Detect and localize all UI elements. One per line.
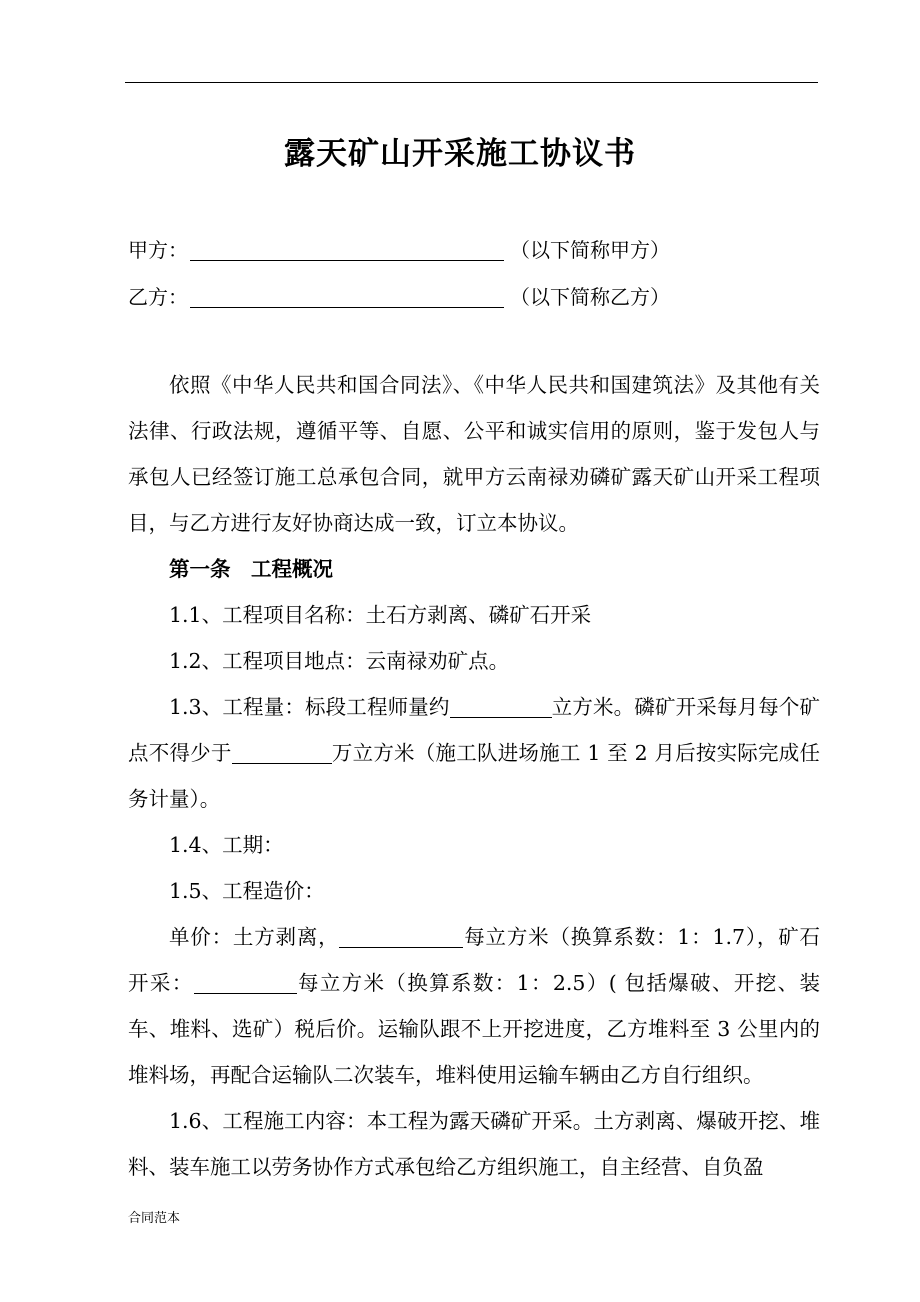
item-1-3-text-3: 万立方米（施工队进场施工 1 至 2 月后按实际完成任务计量）。 — [128, 741, 820, 811]
intro-paragraph: 依照《中华人民共和国合同法》、《中华人民共和国建筑法》及其他有关法律、行政法规，遵循平等、自愿、公平和诚实信用的原则，鉴于发包人与承包人已经签订施工总承包合同，就甲方云南禄劝磷矿露天矿山开采工程项目，与乙方进行友好协商达成一致，订立本协议。 — [128, 373, 820, 535]
document-title: 露天矿山开采施工协议书 — [284, 136, 636, 172]
earth-price-blank — [339, 927, 463, 948]
item-1-2: 1.2、工程项目地点：云南禄劝矿点。 — [169, 649, 510, 673]
item-1-1: 1.1、工程项目名称：土石方剥离、磷矿石开采 — [169, 603, 592, 627]
contract-body — [128, 362, 820, 1190]
price-text-2: 每立方米（换算系数：1：1.7），矿石开采： — [128, 925, 820, 995]
item-1-4: 1.4、工期： — [169, 833, 284, 857]
price-text-1: 单价：土方剥离， — [169, 925, 340, 949]
header-rule — [125, 82, 818, 83]
ore-price-blank — [194, 973, 297, 994]
party-b-line — [128, 281, 670, 310]
price-paragraph — [128, 914, 820, 1098]
party-a-label: 甲方： — [128, 238, 188, 262]
item-1-5: 1.5、工程造价： — [169, 879, 325, 903]
monthly-volume-blank — [232, 743, 332, 764]
party-a-suffix: （以下简称甲方） — [510, 238, 670, 262]
party-b-blank — [190, 287, 504, 308]
volume-blank — [450, 697, 552, 718]
party-b-label: 乙方： — [128, 285, 188, 309]
item-1-3-text-2: 立方米。磷矿开采每月每个矿点不得少于 — [128, 695, 820, 765]
item-1-3-text-1: 1.3、工程量：标段工程师量约 — [169, 695, 450, 719]
party-a-line — [128, 234, 670, 263]
footer-label: 合同范本 — [128, 1211, 181, 1226]
item-1-6: 1.6、工程施工内容：本工程为露天磷矿开采。土方剥离、爆破开挖、堆料、装车施工以劳务协作方式承包给乙方组织施工，自主经营、自负盈 — [128, 1109, 820, 1179]
article-1-heading: 第一条 工程概况 — [169, 557, 333, 581]
party-a-blank — [190, 240, 504, 261]
price-text-3: 每立方米（换算系数：1：2.5）( 包括爆破、开挖、装车、堆料、选矿）税后价。运输队跟不上开挖进度，乙方堆料至 3 公里内的堆料场，再配合运输队二次装车，堆料使用运输车辆由乙方自行组织。 — [128, 971, 820, 1087]
item-1-3 — [128, 684, 820, 822]
party-b-suffix: （以下简称乙方） — [510, 285, 670, 309]
